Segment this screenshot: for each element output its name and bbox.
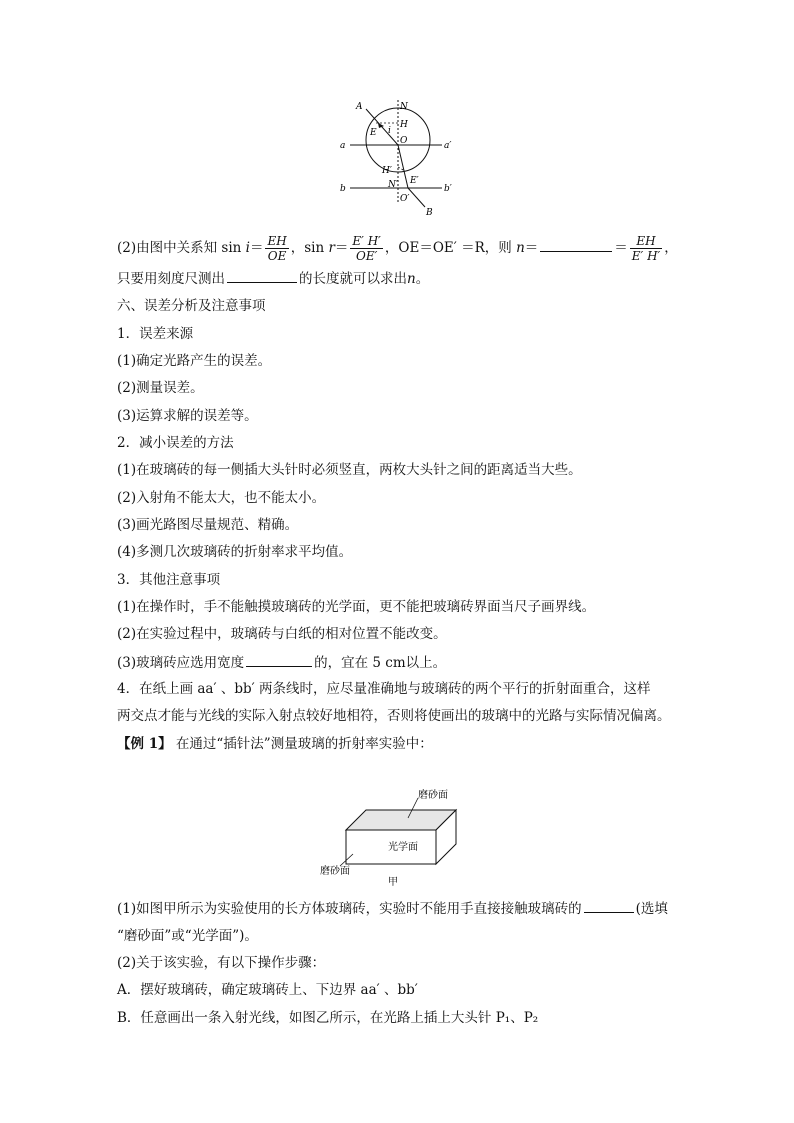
q1-line-2: “磨砂面”或“光学面”)。	[117, 928, 258, 944]
formula-prefix: (2)由图中关系知 sin	[117, 240, 246, 256]
fraction-sin-i-den: OE	[267, 249, 287, 263]
formula-i: i	[245, 240, 250, 256]
formula-mid2: ，OE＝OE′ ＝R，则	[384, 240, 517, 256]
glass-block-svg	[318, 782, 478, 892]
answer-blank-4[interactable]	[584, 898, 634, 913]
answer-blank-3[interactable]	[246, 652, 312, 667]
q1-prefix: (1)如图甲所示为实验使用的长方体玻璃砖，实验时不能用手直接接触玻璃砖的	[117, 901, 582, 917]
label-N: N	[400, 102, 408, 112]
s2-item-2: (2)入射角不能太大，也不能太小。	[117, 490, 326, 506]
figure-caption: 甲	[388, 877, 398, 888]
fraction-sin-i-num: EH	[267, 234, 287, 248]
measure-suffix: 的长度就可以求出	[299, 271, 407, 287]
answer-blank-2[interactable]	[227, 268, 297, 283]
glass-block-figure	[318, 782, 478, 892]
s3-item-2: (2)在实验过程中，玻璃砖与白纸的相对位置不能改变。	[117, 626, 447, 642]
example-text: 在通过“插针法”测量玻璃的折射率实验中：	[175, 736, 433, 752]
refraction-diagram-svg	[330, 95, 470, 220]
section-heading: 六、误差分析及注意事项	[117, 298, 266, 314]
step-a: A．摆好玻璃砖，确定玻璃砖上、下边界 aa′ 、bb′	[117, 982, 418, 998]
refraction-diagram	[330, 95, 470, 220]
label-O: O	[400, 136, 408, 146]
s1-item-3: (3)运算求解的误差等。	[117, 408, 258, 424]
subsection-4-line-1: 4．在纸上画 aa′ 、bb′ 两条线时，应尽量准确地与玻璃砖的两个平行的折射面重合，这样	[117, 681, 651, 697]
fraction-sin-r-den: OE′	[356, 249, 378, 263]
answer-blank-1[interactable]	[540, 237, 612, 252]
s3-item-3	[117, 652, 677, 673]
subsection-1-title: 1．误差来源	[117, 326, 194, 342]
s1-item-2: (2)测量误差。	[117, 380, 204, 396]
front-surface-label: 光学面	[388, 842, 418, 853]
label-a-prime: a′	[444, 141, 452, 151]
formula-line	[117, 232, 677, 264]
formula-end: ，	[664, 240, 678, 256]
label-b-prime: b′	[444, 184, 452, 194]
label-B: B	[426, 208, 433, 218]
s2-item-1: (1)在玻璃砖的每一侧插大头针时必须竖直，两枚大头针之间的距离适当大些。	[117, 462, 582, 478]
q2-line: (2)关于该实验，有以下操作步骤：	[117, 955, 326, 971]
label-a: a	[340, 141, 346, 151]
subsection-4-line-2: 两交点才能与光线的实际入射点较好地相符，否则将使画出的玻璃中的光路与实际情况偏离。	[117, 708, 671, 724]
top-surface-label: 磨砂面	[418, 790, 448, 801]
fraction-sin-r	[350, 234, 383, 263]
subsection-3-title: 3．其他注意事项	[117, 572, 221, 588]
side-surface-label: 磨砂面	[320, 866, 350, 877]
example-line	[117, 734, 677, 754]
formula-r: r	[328, 240, 335, 256]
label-N-prime: N′	[388, 180, 398, 190]
fraction-n-num: EH	[630, 234, 663, 249]
s2-item-4: (4)多测几次玻璃砖的折射率求平均值。	[117, 544, 353, 560]
q1-line-1	[117, 898, 677, 919]
step-b: B．任意画出一条入射光线，如图乙所示，在光路上插上大头针 P₁、P₂	[117, 1010, 539, 1026]
s3-item-3-suffix: 的，宜在 5 cm以上。	[314, 655, 447, 671]
formula-n: n	[516, 240, 525, 256]
formula-mid1: ，sin	[290, 240, 329, 256]
fraction-n-den: E′ H′	[631, 249, 661, 263]
label-i: i	[388, 126, 391, 136]
formula-eq3: ＝	[524, 240, 539, 256]
label-A: A	[356, 102, 363, 112]
measure-n: n	[407, 271, 416, 287]
label-E-prime: E′	[410, 176, 419, 186]
fraction-sin-i	[265, 234, 288, 263]
measure-end: 。	[415, 271, 430, 287]
label-H-prime: H′	[382, 166, 392, 176]
measure-prefix: 只要用刻度尺测出	[117, 271, 225, 287]
example-mark: 【例 1】	[117, 736, 172, 752]
subsection-2-title: 2．减小误差的方法	[117, 435, 234, 451]
label-O-prime: O′	[400, 194, 410, 204]
label-H: H	[400, 120, 408, 130]
label-b: b	[340, 184, 346, 194]
formula-eq2: ＝	[334, 240, 349, 256]
measure-line	[117, 268, 677, 289]
formula-eq: ＝	[249, 240, 264, 256]
s2-item-3: (3)画光路图尽量规范、精确。	[117, 517, 299, 533]
formula-eq4: ＝	[614, 240, 628, 256]
fraction-sin-r-num: E′ H′	[352, 234, 381, 248]
q1-suffix: (选填	[635, 901, 668, 917]
s3-item-3-prefix: (3)玻璃砖应选用宽度	[117, 655, 245, 671]
fraction-n	[630, 234, 663, 263]
s3-item-1: (1)在操作时，手不能触摸玻璃砖的光学面，更不能把玻璃砖界面当尺子画界线。	[117, 599, 596, 615]
s1-item-1: (1)确定光路产生的误差。	[117, 353, 272, 369]
label-E: E	[370, 128, 377, 138]
